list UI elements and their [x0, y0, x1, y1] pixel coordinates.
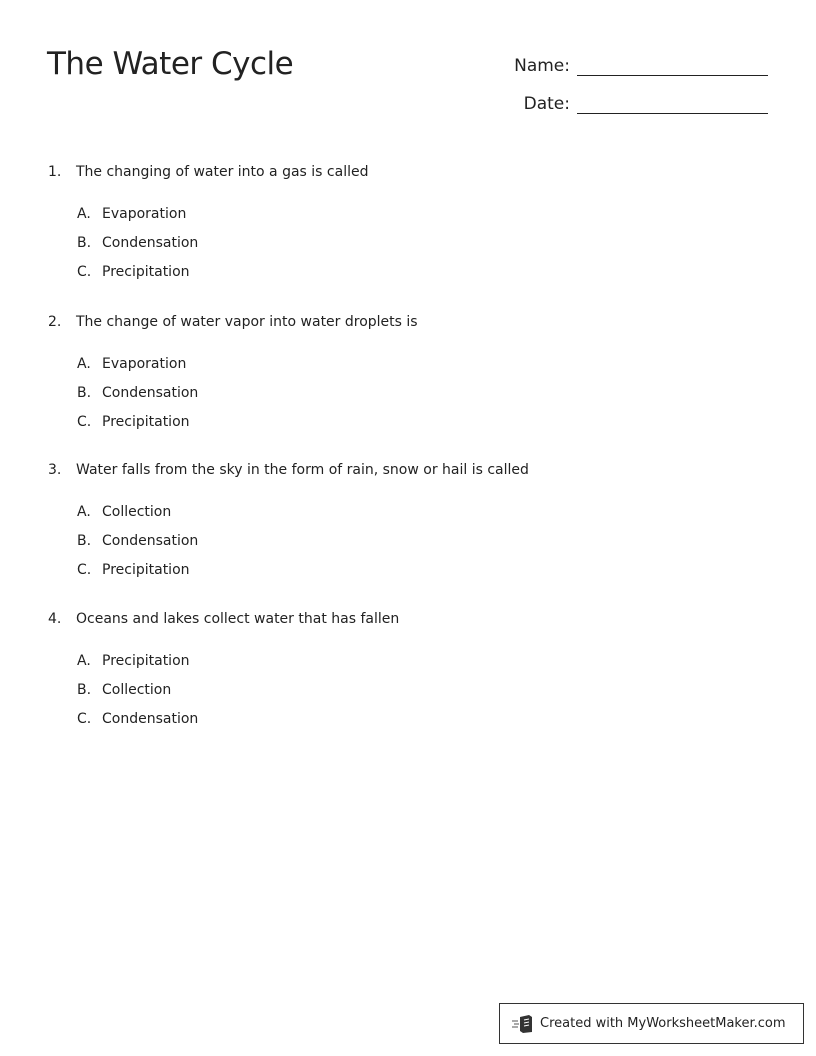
answer-option[interactable]: [0, 561, 400, 579]
answer-option[interactable]: [0, 652, 400, 670]
option-text: Condensation: [102, 235, 199, 251]
option-text: Precipitation: [102, 653, 190, 669]
option-letter: A.: [77, 653, 91, 669]
option-letter: B.: [77, 235, 92, 251]
option-text: Condensation: [102, 711, 199, 727]
option-letter: A.: [77, 356, 91, 372]
question-text: Water falls from the sky in the form of rain, snow or hail is called: [76, 462, 529, 478]
option-text: Evaporation: [102, 356, 187, 372]
answer-option[interactable]: [0, 263, 400, 281]
answer-option[interactable]: [0, 234, 400, 252]
option-text: Collection: [102, 504, 172, 520]
option-letter: C.: [77, 711, 92, 727]
answer-option[interactable]: [0, 384, 400, 402]
option-text: Precipitation: [102, 264, 190, 280]
option-letter: C.: [77, 414, 92, 430]
page-title: The Water Cycle: [47, 46, 294, 82]
answer-option[interactable]: [0, 710, 400, 728]
question-number: 3.: [48, 462, 62, 478]
date-label: Date:: [523, 94, 570, 114]
answer-option[interactable]: [0, 355, 400, 373]
question-number: 4.: [48, 611, 62, 627]
option-letter: B.: [77, 385, 92, 401]
question-text: The change of water vapor into water droplets is: [76, 314, 418, 330]
answer-option[interactable]: [0, 681, 400, 699]
answer-option[interactable]: [0, 413, 400, 431]
question-number: 2.: [48, 314, 62, 330]
question-text: The changing of water into a gas is called: [76, 164, 369, 180]
option-text: Precipitation: [102, 562, 190, 578]
option-text: Condensation: [102, 533, 199, 549]
option-letter: B.: [77, 682, 92, 698]
option-text: Evaporation: [102, 206, 187, 222]
worksheet-logo-icon: [512, 1014, 534, 1034]
name-label: Name:: [514, 56, 570, 76]
option-letter: B.: [77, 533, 92, 549]
footer-badge: [499, 1003, 804, 1044]
footer-text: Created with MyWorksheetMaker.com: [540, 1016, 786, 1031]
answer-option[interactable]: [0, 205, 400, 223]
name-field[interactable]: [514, 55, 768, 76]
option-text: Condensation: [102, 385, 199, 401]
date-line[interactable]: [577, 93, 768, 114]
option-letter: C.: [77, 264, 92, 280]
question-number: 1.: [48, 164, 62, 180]
answer-option[interactable]: [0, 503, 400, 521]
option-letter: A.: [77, 504, 91, 520]
option-letter: C.: [77, 562, 92, 578]
question-text: Oceans and lakes collect water that has fallen: [76, 611, 400, 627]
option-letter: A.: [77, 206, 91, 222]
name-line[interactable]: [577, 55, 768, 76]
date-field[interactable]: [524, 93, 768, 114]
answer-option[interactable]: [0, 532, 400, 550]
option-text: Precipitation: [102, 414, 190, 430]
option-text: Collection: [102, 682, 172, 698]
